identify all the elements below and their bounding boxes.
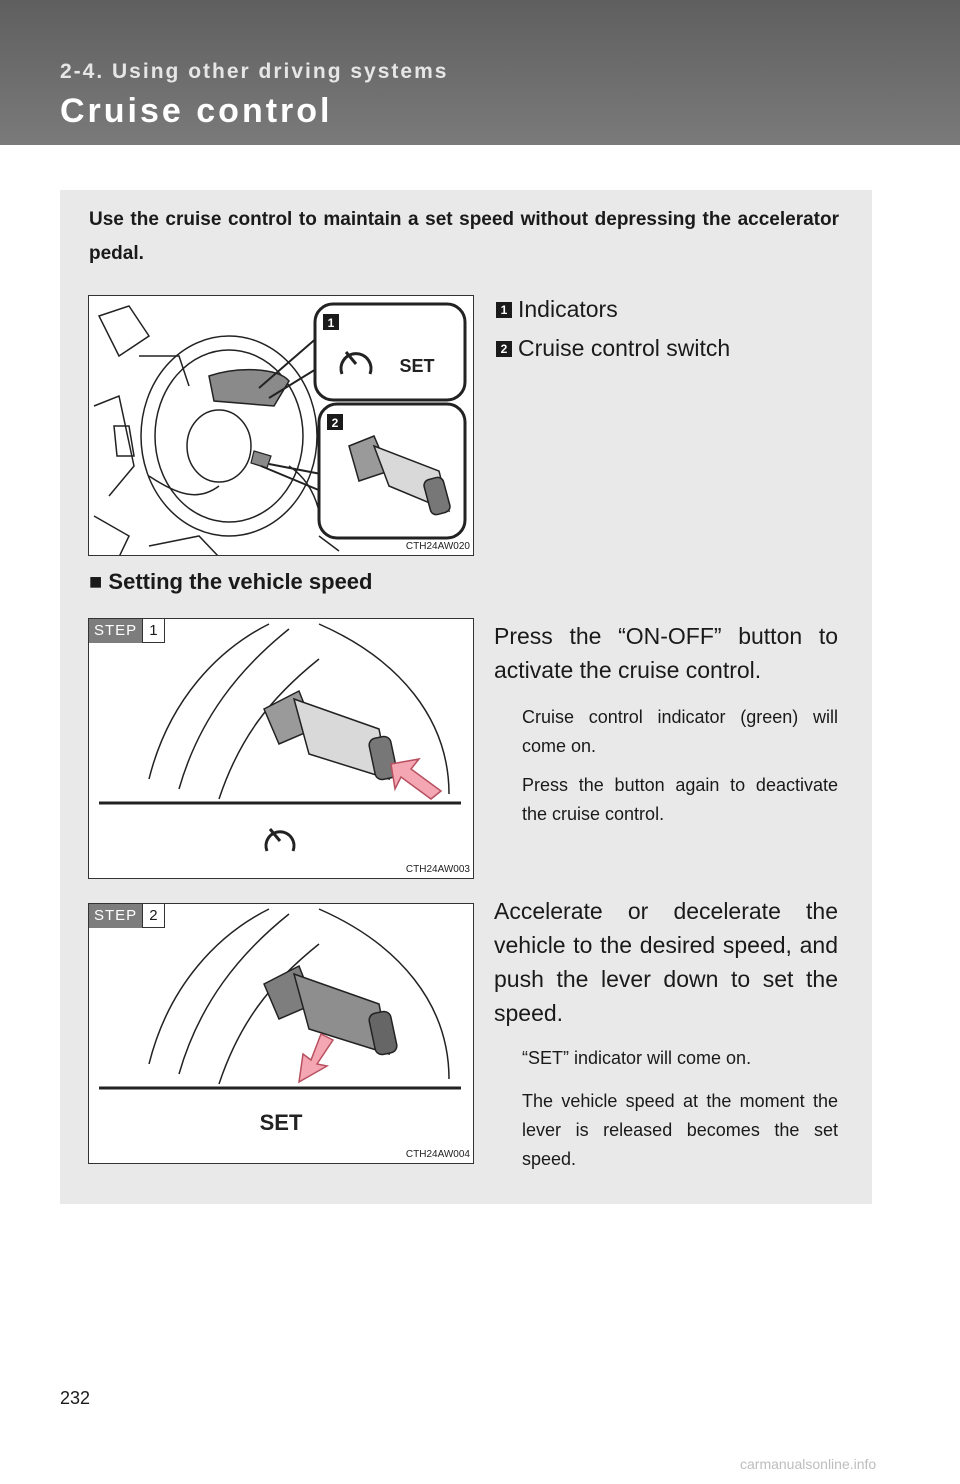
step-tag [89, 904, 165, 928]
step1-note: Cruise control indicator (green) will come on. [522, 707, 838, 756]
steering-wheel-illustration [89, 296, 474, 556]
overview-figure [88, 295, 474, 556]
legend-label: Indicators [518, 296, 618, 322]
cruise-gauge-icon [266, 829, 294, 851]
step-word: STEP [89, 904, 142, 928]
legend-label: Cruise control switch [518, 335, 731, 361]
callout-set-text: SET [399, 356, 435, 376]
step-number: 1 [142, 619, 164, 643]
step-tag [89, 619, 165, 643]
step2-instruction: Accelerate or decelerate the vehicle to the desired speed, and push the lever down to set the speed. [494, 898, 838, 1026]
figure-code: CTH24AW003 [405, 864, 470, 875]
figure-set-text: SET [259, 1110, 303, 1135]
step2-illustration [89, 904, 474, 1164]
watermark: carmanualsonline.info [740, 1456, 877, 1472]
step2-note: “SET” indicator will come on. [522, 1048, 752, 1068]
subheading: ■ Setting the vehicle speed [89, 569, 373, 594]
callout-number: 1 [496, 302, 512, 318]
step1-illustration [89, 619, 474, 879]
page-number: 232 [60, 1388, 91, 1408]
page-header [0, 0, 960, 145]
press-arrow-icon [391, 759, 441, 799]
legend-item-indicators [496, 296, 618, 323]
svg-text:2: 2 [331, 416, 339, 430]
figure-code: CTH24AW020 [405, 541, 470, 552]
intro-text: Use the cruise control to maintain a set speed without depressing the accelerator pedal. [89, 209, 839, 264]
figure-code: CTH24AW004 [405, 1149, 470, 1160]
step1-note: Press the button again to deactivate the cruise control. [522, 775, 838, 824]
step2-figure [88, 903, 474, 1164]
push-down-arrow-icon [299, 1034, 333, 1082]
step-number: 2 [142, 904, 164, 928]
callout-number: 2 [496, 341, 512, 357]
step-word: STEP [89, 619, 142, 643]
step1-instruction: Press the “ON-OFF” button to activate the cruise control. [494, 623, 838, 683]
page-title: Cruise control [60, 92, 333, 130]
svg-text:1: 1 [327, 316, 335, 330]
step2-note: The vehicle speed at the moment the lever is released becomes the set speed. [522, 1091, 838, 1169]
section-label: 2-4. Using other driving systems [60, 60, 449, 83]
step1-figure [88, 618, 474, 879]
legend-item-switch [496, 335, 730, 362]
